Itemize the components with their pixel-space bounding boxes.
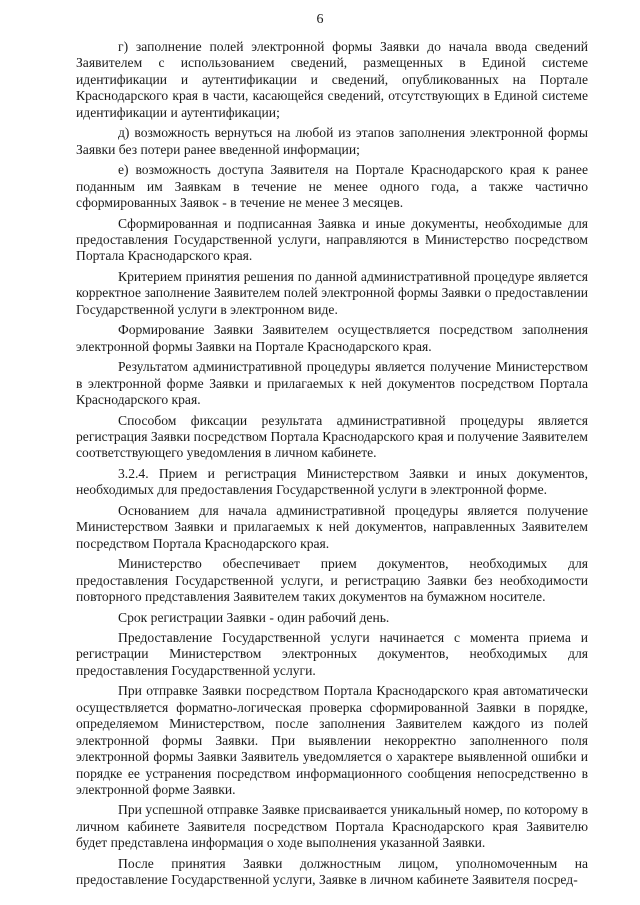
paragraph-after-acceptance: После принятия Заявки должностным лицом, уполномоченным на предоставление Государственной услуги, Заявке в личном кабинете Заявителя посред- bbox=[76, 855, 588, 888]
paragraph-format-check: При отправке Заявки посредством Портала Краснодарского края автоматически осуществляется форматно-логическая проверка сформированной Заявки в порядке, определяемом Министерством, после заполнения Заявителем каждого из полей электронной формы Заявки. При выявлении некорректно заполненного поля электронной формы Заявки Заявитель уведомляется о характере выявленной ошибки и порядке ее устранения посредством информационного сообщения непосредственно в электронной форме Заявки. bbox=[76, 683, 588, 798]
paragraph-fixation: Способом фиксации результата административной процедуры является регистрация Заявки посредством Портала Краснодарского края и получение Заявителем соответствующего уведомления в личном кабинете. bbox=[76, 412, 589, 461]
paragraph-submission: Сформированная и подписанная Заявка и иные документы, необходимые для предоставления Государственной услуги, направляются в Министерство посредством Портала Краснодарского края. bbox=[76, 215, 588, 264]
paragraph-registration-term: Срок регистрации Заявки - один рабочий день. bbox=[118, 609, 390, 625]
paragraph-criterion: Критерием принятия решения по данной административной процедуре является корректное заполнение Заявителем полей электронной формы Заявки о предоставлении Государственной услуги в электронном виде. bbox=[76, 268, 588, 317]
paragraph-service-start: Предоставление Государственной услуги начинается с момента приема и регистрации Министерством электронных документов, необходимых для предоставления Государственной услуги. bbox=[76, 629, 588, 678]
paragraph-item-e: е) возможность доступа Заявителя на Портале Краснодарского края к ранее поданным им Заявкам в течение не менее одного года, а также частично сформированных Заявок - в течение не менее 3 месяцев. bbox=[76, 162, 588, 211]
paragraph-formation: Формирование Заявки Заявителем осуществляется посредством заполнения электронной формы Заявки на Портале Краснодарского края. bbox=[76, 322, 588, 354]
paragraph-item-d: д) возможность вернуться на любой из этапов заполнения электронной формы Заявки без потери ранее введенной информации; bbox=[76, 125, 588, 157]
paragraph-result: Результатом административной процедуры является получение Министерством в электронной форме Заявки и прилагаемых к ней документов посредством Портала Краснодарского края. bbox=[76, 359, 588, 408]
paragraph-basis: Основанием для начала административной процедуры является получение Министерством Заявки и прилагаемых к ней документов, направленных Заявителем посредством Портала Краснодарского края. bbox=[76, 502, 588, 551]
document-body bbox=[76, 39, 588, 893]
paragraph-ministry-reception: Министерство обеспечивает прием документов, необходимых для предоставления Государственной услуги, и регистрацию Заявки без необходимости повторного представления Заявителем таких документов на бумажном носителе. bbox=[76, 556, 588, 605]
paragraph-unique-number: При успешной отправке Заявке присваивается уникальный номер, по которому в личном кабинете Заявителя посредством Портала Краснодарского края Заявителю будет представлена информация о ходе выполнения указанной Заявки. bbox=[76, 802, 588, 851]
page-number: 6 bbox=[316, 12, 324, 27]
paragraph-item-g: г) заполнение полей электронной формы Заявки до начала ввода сведений Заявителем с использованием сведений, размещенных в Единой системе идентификации и аутентификации и сведений, опубликованных на Портале Краснодарского края в части, касающейся сведений, отсутствующих в Единой системе идентификации и аутентификации; bbox=[76, 39, 588, 120]
section-heading-3-2-4: 3.2.4. Прием и регистрация Министерством Заявки и иных документов, необходимых для предоставления Государственной услуги в электронной форме. bbox=[76, 465, 588, 498]
